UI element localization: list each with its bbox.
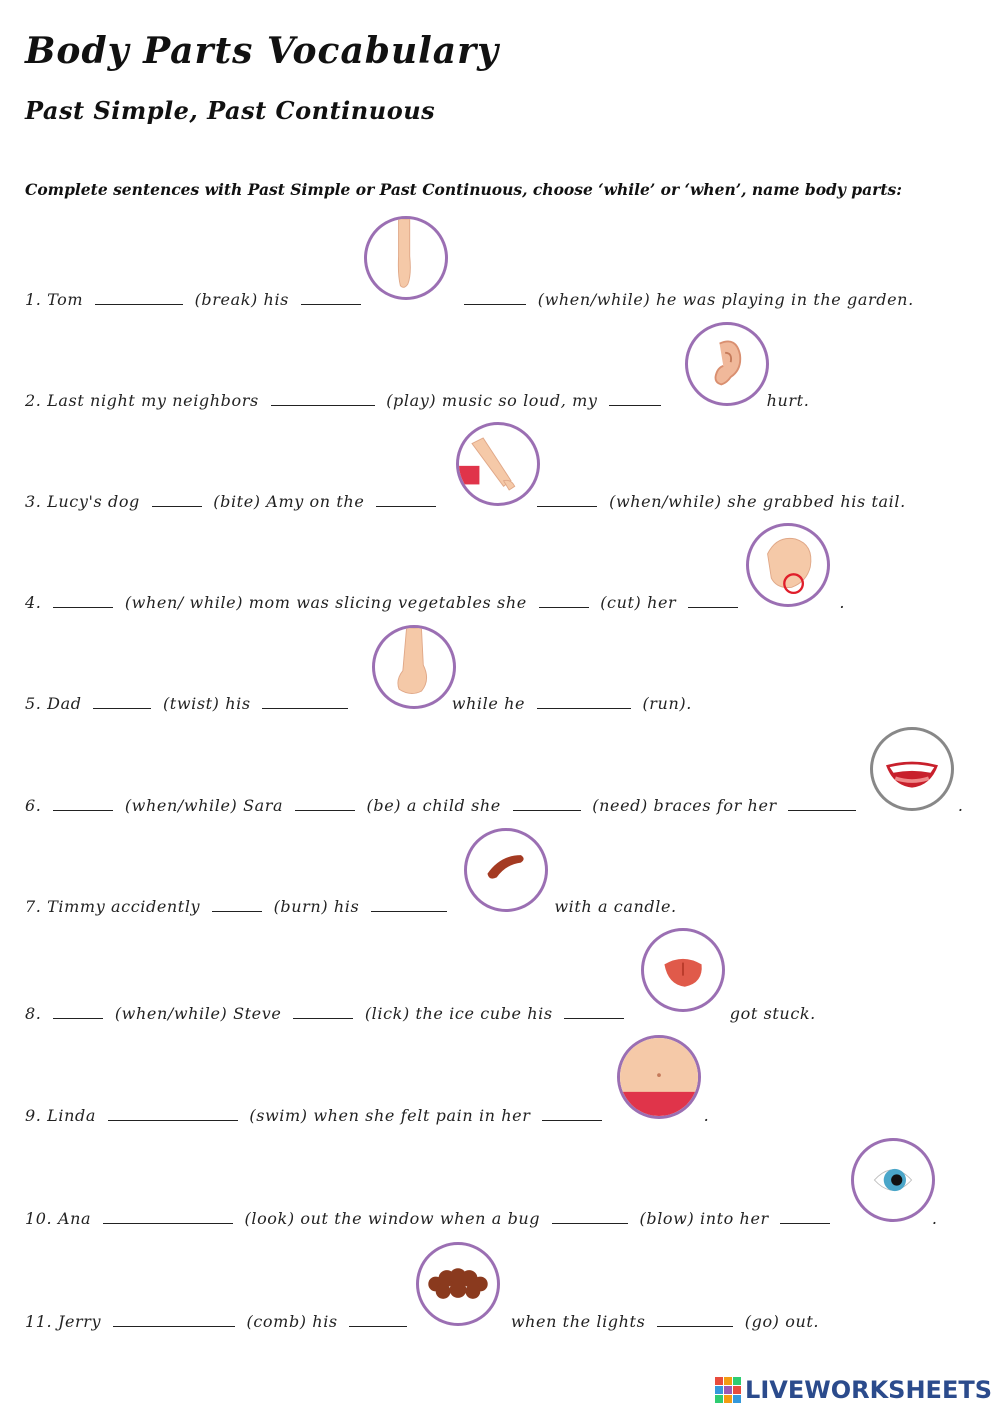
eye-icon <box>851 1138 935 1222</box>
sentence-text: Timmy accidently <box>47 897 201 916</box>
answer-blank[interactable] <box>103 1209 233 1224</box>
sentence-text: Ana <box>57 1209 92 1228</box>
answer-blank[interactable] <box>371 897 447 912</box>
hair-icon <box>416 1242 500 1326</box>
sentence-number: 2. <box>25 391 42 410</box>
sentence-text: hurt. <box>766 391 810 410</box>
sentence-text: Tom <box>47 290 84 309</box>
sentence-text: when the lights <box>510 1312 646 1331</box>
answer-blank[interactable] <box>564 1004 624 1019</box>
sentence-text: (run). <box>642 694 692 713</box>
sentence-text: (cut) her <box>600 593 677 612</box>
answer-blank[interactable] <box>271 391 375 406</box>
sentence-text: (lick) the ice cube his <box>364 1004 553 1023</box>
answer-blank[interactable] <box>293 1004 353 1019</box>
stomach-icon <box>617 1035 701 1119</box>
sentence-text: Last night my neighbors <box>47 391 259 410</box>
sentence-text: (break) his <box>194 290 289 309</box>
sentence-text: (be) a child she <box>366 796 501 815</box>
sentence-number: 4. <box>25 593 42 612</box>
sentence-text: got stuck. <box>729 1004 816 1023</box>
sentence-11 <box>25 1312 819 1332</box>
instructions: Complete sentences with Past Simple or Past Continuous, choose ‘while’ or ‘when’, name body parts: <box>25 180 902 199</box>
answer-blank[interactable] <box>262 694 348 709</box>
sentence-text: while he <box>451 694 526 713</box>
sentence-text: (swim) when she felt pain in her <box>249 1106 531 1125</box>
arm-icon <box>456 422 540 506</box>
sentence-text: (twist) his <box>162 694 251 713</box>
sentence-text: Lucy's dog <box>47 492 140 511</box>
answer-blank[interactable] <box>113 1312 235 1327</box>
sentence-text: . <box>957 796 964 815</box>
answer-blank[interactable] <box>53 593 113 608</box>
sentence-text: Jerry <box>57 1312 102 1331</box>
sentence-text: (when/while) she grabbed his tail. <box>609 492 906 511</box>
ear-icon <box>685 322 769 406</box>
answer-blank[interactable] <box>552 1209 628 1224</box>
sentence-10 <box>25 1209 938 1229</box>
page-title: Body Parts Vocabulary <box>25 30 500 72</box>
answer-blank[interactable] <box>53 1004 103 1019</box>
sentence-6 <box>25 796 964 816</box>
tongue-icon <box>641 928 725 1012</box>
answer-blank[interactable] <box>537 694 631 709</box>
sentence-number: 10. <box>25 1209 53 1228</box>
answer-blank[interactable] <box>349 1312 407 1327</box>
sentence-number: 3. <box>25 492 42 511</box>
sentence-7 <box>25 897 677 917</box>
answer-blank[interactable] <box>539 593 589 608</box>
sentence-number: 8. <box>25 1004 42 1023</box>
sentence-text: with a candle. <box>554 897 677 916</box>
answer-blank[interactable] <box>95 290 183 305</box>
sentence-text: (bite) Amy on the <box>213 492 365 511</box>
answer-blank[interactable] <box>788 796 856 811</box>
sentence-number: 7. <box>25 897 42 916</box>
sentence-text: (when/while) Steve <box>114 1004 282 1023</box>
sentence-text: (go) out. <box>744 1312 820 1331</box>
foot-icon <box>372 625 456 709</box>
sentence-text: . <box>931 1209 938 1228</box>
sentence-number: 11. <box>25 1312 53 1331</box>
answer-blank[interactable] <box>513 796 581 811</box>
sentence-text: (when/while) Sara <box>124 796 284 815</box>
sentence-1 <box>25 290 914 310</box>
answer-blank[interactable] <box>212 897 262 912</box>
mouth-icon <box>870 727 954 811</box>
liveworksheets-logo <box>715 1375 992 1405</box>
sentence-5 <box>25 694 692 714</box>
sentence-text: (when/while) he was playing in the garden. <box>537 290 914 309</box>
answer-blank[interactable] <box>108 1106 238 1121</box>
logo-text: LIVEWORKSHEETS <box>745 1376 992 1404</box>
answer-blank[interactable] <box>657 1312 733 1327</box>
leg-icon <box>364 216 448 300</box>
sentence-text: (blow) into her <box>639 1209 769 1228</box>
sentence-text: Dad <box>47 694 82 713</box>
sentence-2 <box>25 391 809 411</box>
sentence-text: (comb) his <box>246 1312 338 1331</box>
sentence-number: 1. <box>25 290 42 309</box>
sentence-number: 6. <box>25 796 42 815</box>
sentence-text: . <box>703 1106 710 1125</box>
sentence-text: (play) music so loud, my <box>386 391 598 410</box>
sentence-text: (when/ while) mom was slicing vegetables she <box>124 593 527 612</box>
answer-blank[interactable] <box>53 796 113 811</box>
answer-blank[interactable] <box>152 492 202 507</box>
answer-blank[interactable] <box>301 290 361 305</box>
finger-icon <box>746 523 830 607</box>
page-subtitle: Past Simple, Past Continuous <box>25 96 436 125</box>
answer-blank[interactable] <box>780 1209 830 1224</box>
answer-blank[interactable] <box>295 796 355 811</box>
eyebrow-icon <box>464 828 548 912</box>
answer-blank[interactable] <box>688 593 738 608</box>
answer-blank[interactable] <box>93 694 151 709</box>
answer-blank[interactable] <box>537 492 597 507</box>
sentence-text: Linda <box>47 1106 96 1125</box>
answer-blank[interactable] <box>542 1106 602 1121</box>
sentence-number: 9. <box>25 1106 42 1125</box>
answer-blank[interactable] <box>464 290 526 305</box>
sentence-number: 5. <box>25 694 42 713</box>
sentence-text: . <box>839 593 846 612</box>
sentence-text: (look) out the window when a bug <box>244 1209 541 1228</box>
answer-blank[interactable] <box>376 492 436 507</box>
logo-mark-icon <box>715 1377 741 1403</box>
answer-blank[interactable] <box>609 391 661 406</box>
sentence-4 <box>25 593 845 613</box>
sentence-text: (burn) his <box>273 897 360 916</box>
sentence-3 <box>25 492 906 512</box>
sentence-9 <box>25 1106 709 1126</box>
sentence-text: (need) braces for her <box>592 796 777 815</box>
